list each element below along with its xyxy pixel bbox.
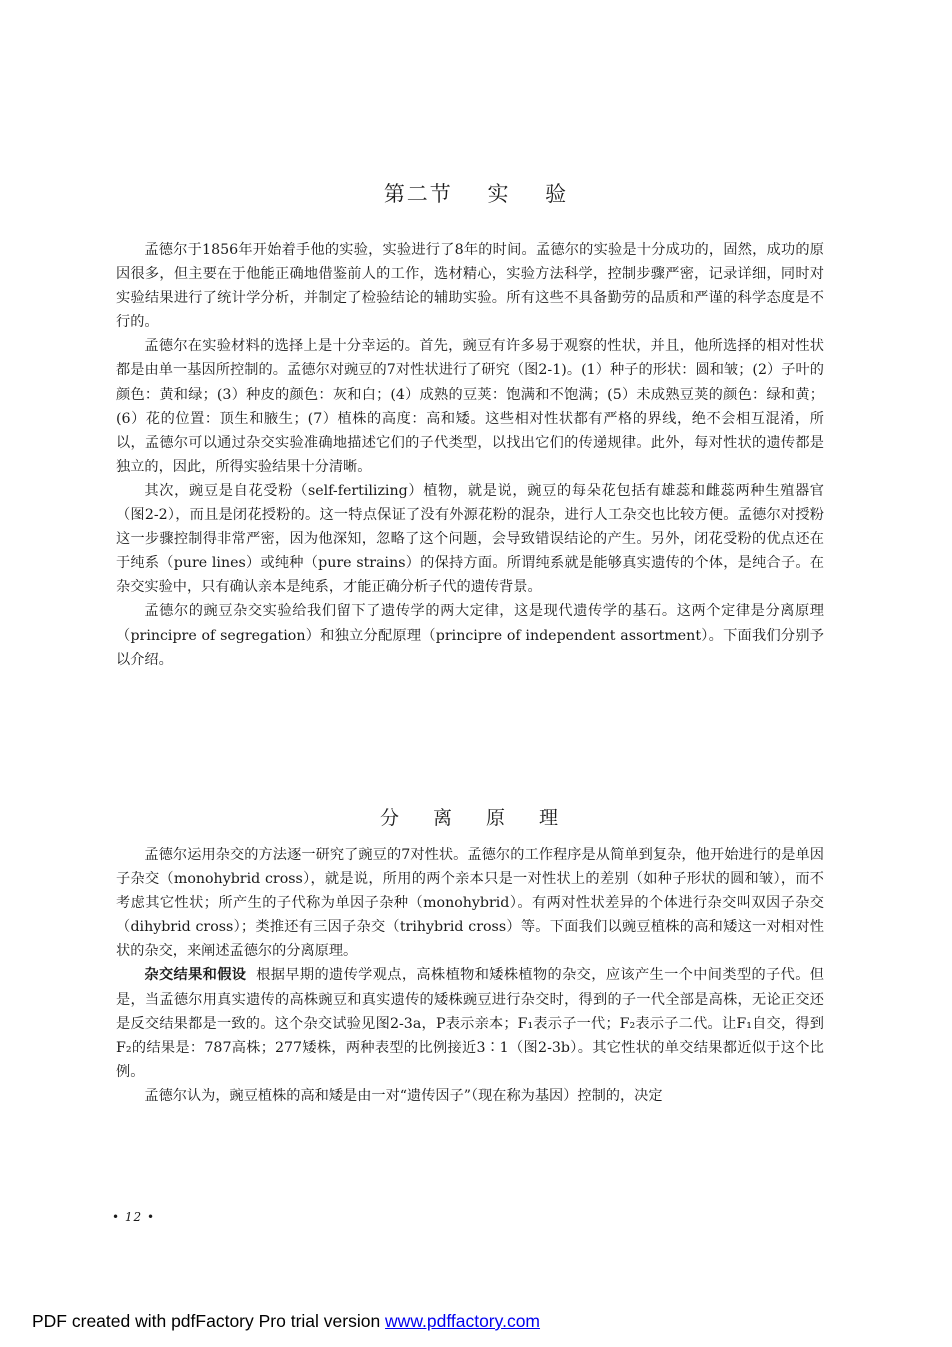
paragraph: 孟德尔于1856年开始着手他的实验，实验进行了8年的时间。孟德尔的实验是十分成功的，固然，成功的原因很多，但主要在于他能正确地借鉴前人的工作，选材精心，实验方法科学，控制步骤严密，记录详细，同时对实验结果进行了统计学分析，并制定了检验结论的辅助实验。所有这些不具备勤劳的品质和严谨的科学态度是不行的。	[116, 242, 824, 331]
body-text-part1	[116, 238, 824, 672]
body-text-part2	[116, 843, 824, 1108]
section-title: 第二节 实 验	[383, 182, 569, 206]
paragraph-hypothesis-text: 根据早期的遗传学观点，高株植物和矮株植物的杂交，应该产生一个中间类型的子代。但是，当孟德尔用真实遗传的高株豌豆和真实遗传的矮株豌豆进行杂交时，得到的子一代全部是高株，无论正交还是反交结果都是一致的。这个杂交试验见图2-3a，P表示亲本；F₁表示子一代；F₂表示子二代。让F₁自交，得到F₂的结果是：787高株；277矮株，两种表型的比例接近3∶1（图2-3b）。其它性状的单交结果都近似于这个比例。	[116, 967, 824, 1080]
subheading: 分 离 原 理	[379, 807, 573, 829]
page-number: • 12 •	[112, 1210, 156, 1224]
footer-link[interactable]: www.pdffactory.com	[385, 1311, 541, 1331]
paragraph: 孟德尔的豌豆杂交实验给我们留下了遗传学的两大定律，这是现代遗传学的基石。这两个定律是分离原理（principre of segregation）和独立分配原理（principre of independent assortment）。下面我们分别予以介绍。	[116, 603, 824, 668]
paragraph: 其次，豌豆是自花受粉（self-fertilizing）植物，就是说，豌豆的每朵花包括有雄蕊和雌蕊两种生殖器官（图2-2），而且是闭花授粉的。这一特点保证了没有外源花粉的混杂，进行人工杂交也比较方便。孟德尔对授粉这一步骤控制得非常严密，因为他深知，忽略了这个问题，会导致错误结论的产生。另外，闭花受粉的优点还在于纯系（pure lines）或纯种（pure strains）的保持方面。所谓纯系就是能够真实遗传的个体，是纯合子。在杂交实验中，只有确认亲本是纯系，才能正确分析子代的遗传背景。	[116, 482, 824, 596]
paragraph: 孟德尔运用杂交的方法逐一研究了豌豆的7对性状。孟德尔的工作程序是从简单到复杂，他开始进行的是单因子杂交（monohybrid cross），就是说，所用的两个亲本只是一对性状上的差别（如种子形状的圆和皱），而不考虑其它性状；所产生的子代称为单因子杂种（monohybrid）。有两对性状差异的个体进行杂交叫双因子杂交（dihybrid cross）；类推还有三因子杂交（trihybrid cross）等。下面我们以豌豆植株的高和矮这一对相对性状的杂交，来阐述孟德尔的分离原理。	[116, 847, 824, 960]
paragraph-hypothesis	[116, 963, 824, 1083]
pdf-footer	[32, 1311, 540, 1332]
paragraph: 孟德尔在实验材料的选择上是十分幸运的。首先，豌豆有许多易于观察的性状，并且，他所选择的相对性状都是由单一基因所控制的。孟德尔对豌豆的7对性状进行了研究（图2-1)。(1）种子的形状：圆和皱；(2）子叶的颜色：黄和绿；(3）种皮的颜色：灰和白；(4）成熟的豆荚：饱满和不饱满；(5）未成熟豆荚的颜色：绿和黄；(6）花的位置：顶生和腋生；(7）植株的高度：高和矮。这些相对性状都有严格的界线，绝不会相互混淆，所以，孟德尔可以通过杂交实验准确地描述它们的子代类型，以找出它们的传递规律。此外，每对性状的遗传都是独立的，因此，所得实验结果十分清晰。	[116, 338, 824, 475]
paragraph-last: 孟德尔认为，豌豆植株的高和矮是由一对“遗传因子”（现在称为基因）控制的，决定	[144, 1087, 663, 1104]
run-in-heading: 杂交结果和假设	[144, 967, 247, 984]
footer-text: PDF created with pdfFactory Pro trial version	[32, 1311, 386, 1331]
